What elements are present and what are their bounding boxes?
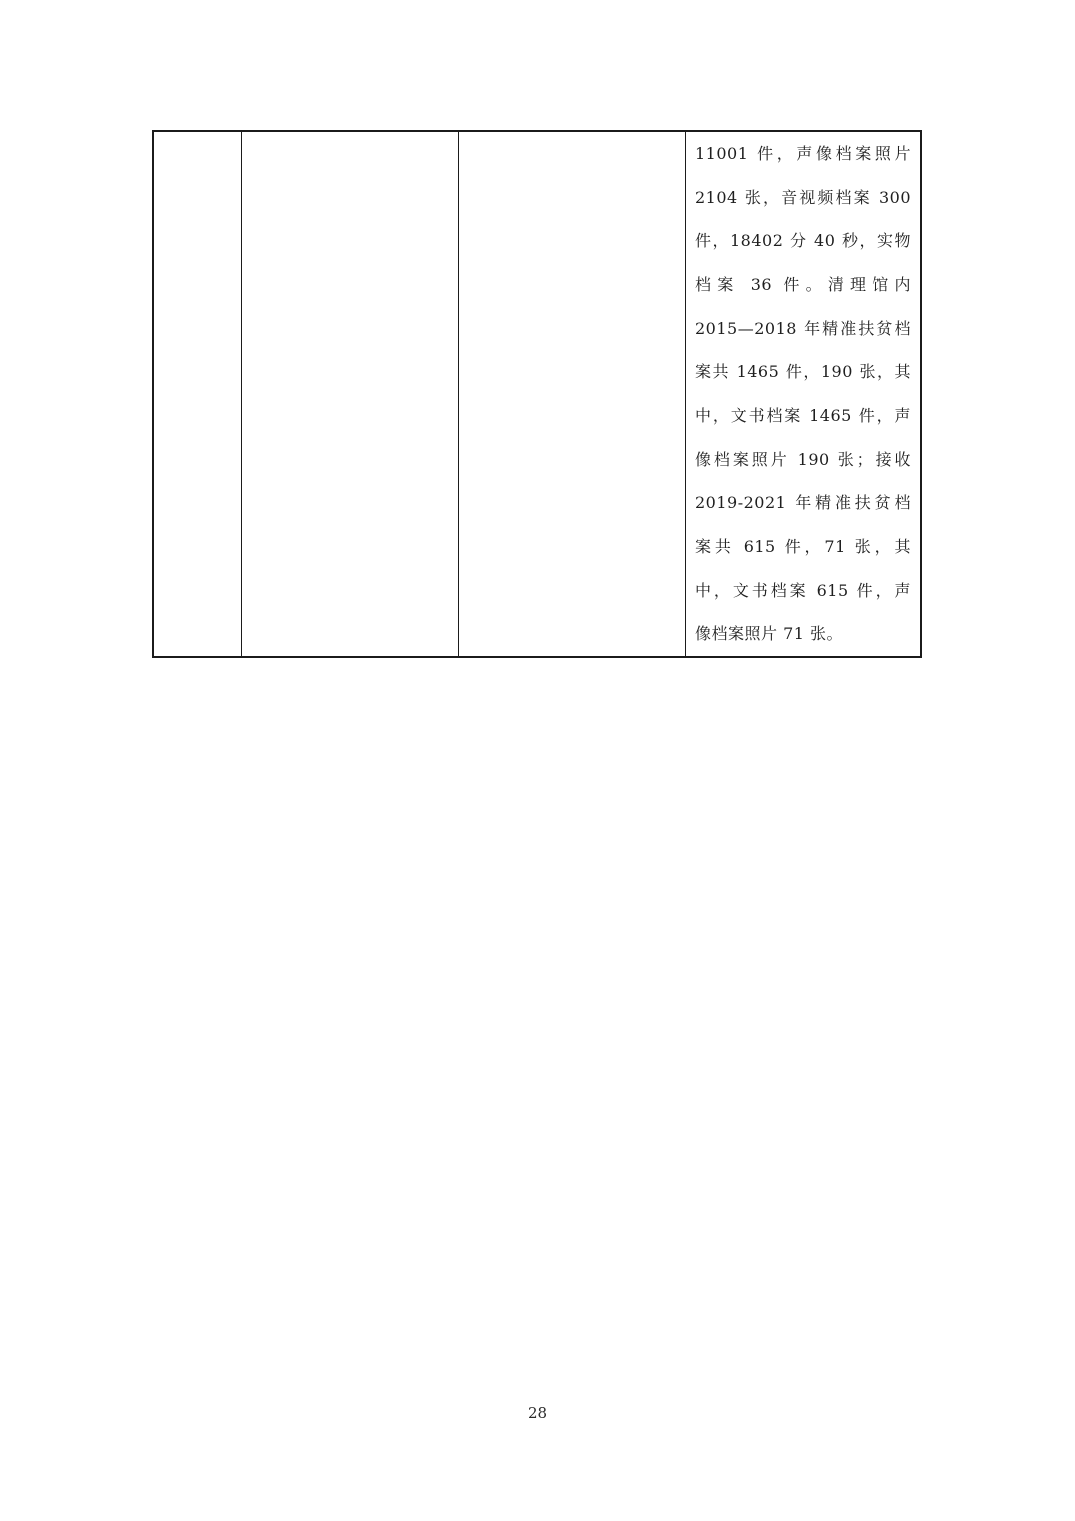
table-text-line: 案共 615 件，71 张，其 <box>695 536 911 556</box>
table-text-line: 中，文书档案 615 件，声 <box>695 580 911 600</box>
table-text-line: 像档案照片 71 张。 <box>695 624 844 644</box>
table-text-line: 11001 件，声像档案照片 <box>695 144 911 163</box>
table-cell-empty-2 <box>241 132 458 656</box>
table-text-line: 中，文书档案 1465 件，声 <box>695 405 911 425</box>
table-text-line: 件，18402 分 40 秒，实物 <box>695 231 911 251</box>
table-text-line: 案共 1465 件，190 张，其 <box>695 362 911 382</box>
table-cell-description <box>685 132 920 656</box>
table-cell-empty-1 <box>154 132 241 656</box>
page-number: 28 <box>527 1404 548 1422</box>
table-text-line: 2015—2018 年精准扶贫档 <box>695 318 911 338</box>
table-text-line: 2019-2021 年精准扶贫档 <box>695 493 911 513</box>
table-cell-empty-3 <box>458 132 685 656</box>
table-text-line: 2104 张，音视频档案 300 <box>695 187 911 207</box>
archive-statistics-table <box>152 130 922 658</box>
table-text-line: 像档案照片 190 张；接收 <box>695 449 911 469</box>
table-text-line: 档案 36 件。清理馆内 <box>695 274 911 294</box>
